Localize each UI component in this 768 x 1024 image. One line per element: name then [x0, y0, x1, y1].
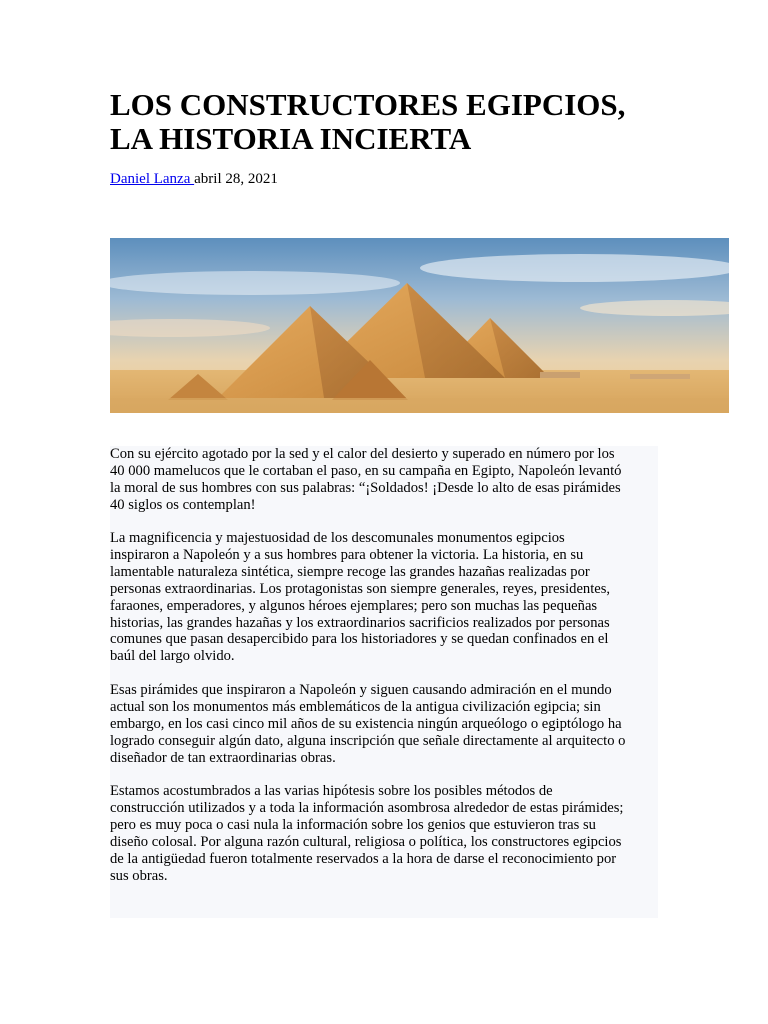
paragraph-1 — [110, 446, 665, 514]
paragraph-line: pero es muy poca o casi nula la información sobre los genios que estuvieron tras su — [110, 816, 596, 833]
paragraph-3 — [110, 682, 665, 767]
paragraph-line: historias, las grandes hazañas y los extraordinarios sacrificios realizados por personas — [110, 614, 610, 631]
paragraph-4 — [110, 783, 665, 884]
publish-date: abril 28, 2021 — [194, 171, 278, 187]
paragraph-line: faraones, emperadores, y algunos héroes ejemplares; pero son muchas las pequeñas — [110, 597, 598, 614]
paragraph-line: construcción utilizados y a toda la información asombrosa alrededor de estas pirámides; — [110, 799, 624, 816]
byline — [110, 170, 278, 188]
paragraph-line: lamentable naturaleza sintética, siempre recoge las grandes hazañas realizadas por — [110, 563, 590, 580]
paragraph-line: comunes que pasan desapercibido para los historiadores y se quedan confinados en el — [110, 631, 609, 648]
article-title — [110, 88, 710, 156]
paragraph-line: logrado conseguir algún dato, alguna inscripción que señale directamente al arquitecto o — [110, 732, 626, 749]
article-title-line-1: LOS CONSTRUCTORES EGIPCIOS, — [110, 87, 626, 122]
paragraph-line: 40 000 mamelucos que le cortaban el paso, en su campaña en Egipto, Napoleón levantó — [110, 462, 622, 479]
paragraph-line: baúl del largo olvido. — [110, 648, 235, 665]
paragraph-line: personas extraordinarias. Los protagonistas son siempre generales, reyes, presidentes, — [110, 580, 611, 597]
paragraph-line: diseñador de tan extraordinarias obras. — [110, 749, 336, 766]
paragraph-line: 40 siglos os contemplan! — [110, 496, 256, 513]
author-link[interactable]: Daniel Lanza — [110, 171, 195, 187]
hero-image — [110, 238, 729, 413]
paragraph-line: Esas pirámides que inspiraron a Napoleón y siguen causando admiración en el mundo — [110, 682, 612, 698]
paragraph-line: sus obras. — [110, 867, 168, 884]
paragraph-2 — [110, 530, 665, 665]
pyramids-image — [110, 238, 729, 413]
paragraph-line: de la antigüedad fueron totalmente reservados a la hora de darse el reconocimiento por — [110, 850, 617, 867]
paragraph-line: inspiraron a Napoleón y a sus hombres para obtener la victoria. La historia, en su — [110, 546, 584, 563]
paragraph-line: actual son los monumentos más emblemáticos de la antigua civilización egipcia; sin — [110, 698, 601, 715]
paragraph-line: la moral de sus hombres con sus palabras: “¡Soldados! ¡Desde lo alto de esas pirámides — [110, 479, 621, 496]
paragraph-line: Con su ejército agotado por la sed y el calor del desierto y superado en número por los — [110, 446, 615, 462]
paragraph-line: diseño colosal. Por alguna razón cultural, religiosa o política, los constructores egipcios — [110, 833, 622, 850]
paragraph-line: Estamos acostumbrados a las varias hipótesis sobre los posibles métodos de — [110, 783, 553, 799]
article-title-line-2: LA HISTORIA INCIERTA — [110, 121, 472, 156]
paragraph-line: La magnificencia y majestuosidad de los descomunales monumentos egipcios — [110, 530, 565, 546]
paragraph-line: embargo, en los casi cinco mil años de su existencia ningún arqueólogo o egiptólogo ha — [110, 715, 622, 732]
